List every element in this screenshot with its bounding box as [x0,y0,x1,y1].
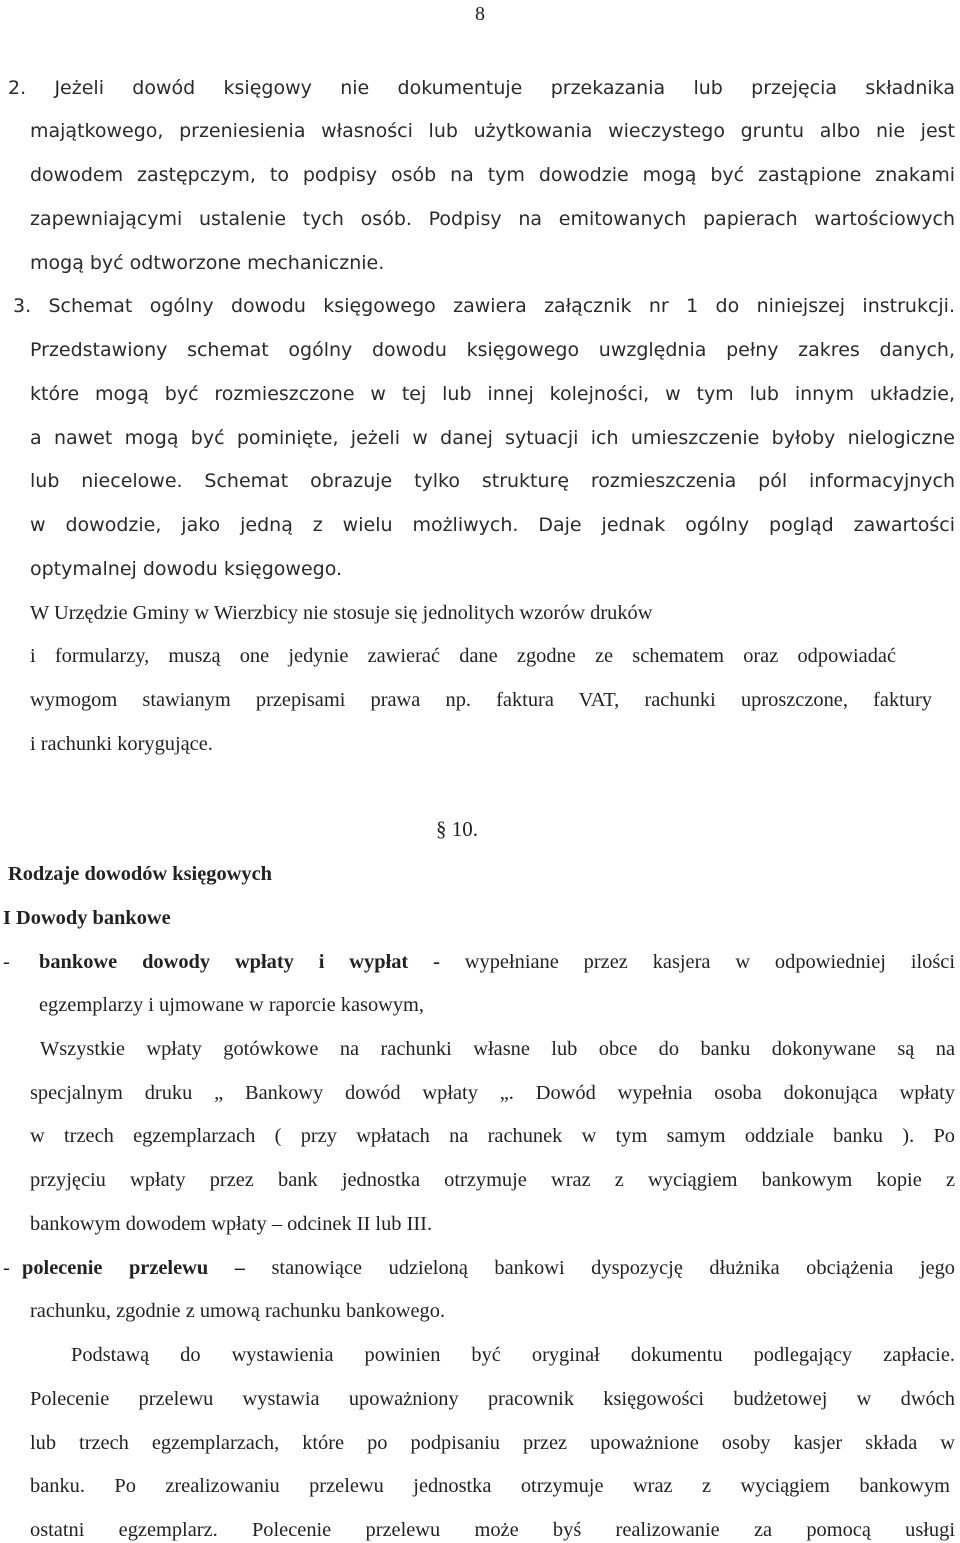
page-number: 8 [475,3,485,25]
text-line: dowodem zastępczym, to podpisy osób na tym dowodzie mogą być zastąpione znakami [30,164,955,186]
text-line: w trzech egzemplarzach ( przy wpłatach na rachunek w tym samym oddziale banku ). Po [30,1125,955,1147]
text-line: Wszystkie wpłaty gotówkowe na rachunki własne lub obce do banku dokonywane są na [40,1038,955,1060]
term: polecenie przelewu – [22,1257,245,1279]
term: bankowe dowody wpłaty i wypłat - [39,951,440,973]
text-line: w dowodzie, jako jedną z wielu możliwych. Daje jednak ogólny pogląd zawartości [30,514,955,536]
text-line: i rachunki korygujące. [30,733,213,755]
text-line: optymalnej dowodu księgowego. [30,558,343,580]
text-line: a nawet mogą być pominięte, jeżeli w danej sytuacji ich umieszczenie byłoby nielogiczne [30,427,955,449]
list-dash: - [3,1257,10,1279]
text-line: banku. Po zrealizowaniu przelewu jednostka otrzymuje wraz z wyciągiem bankowym [30,1475,950,1497]
text-line: bankowym dowodem wpłaty – odcinek II lub III. [30,1213,433,1235]
text-line: rachunku, zgodnie z umową rachunku bankowego. [30,1300,446,1322]
section-heading: Rodzaje dowodów księgowych [8,863,272,885]
text-line: 2. Jeżeli dowód księgowy nie dokumentuje przekazania lub przejęcia składnika [8,77,955,99]
text-line: Polecenie przelewu wystawia upoważniony pracownik księgowości budżetowej w dwóch [30,1388,955,1410]
text-line: Przedstawiony schemat ogólny dowodu księgowego uwzględnia pełny zakres danych, [30,339,955,361]
text-line: Podstawą do wystawienia powinien być oryginał dokumentu podlegający zapłacie. [71,1344,955,1366]
text-line [22,1255,955,1281]
subsection-heading: I Dowody bankowe [3,907,171,929]
text-line: W Urzędzie Gminy w Wierzbicy nie stosuje się jednolitych wzorów druków [30,602,653,624]
text-line: wymogom stawianym przepisami prawa np. faktura VAT, rachunki uproszczone, faktury [30,689,932,711]
text-line: zapewniającymi ustalenie tych osób. Podpisy na emitowanych papierach wartościowych [30,208,955,230]
definition: stanowiące udzieloną bankowi dyspozycję dłużnika obciążenia jego [271,1257,955,1279]
text-line: lub niecelowe. Schemat obrazuje tylko strukturę rozmieszczenia pól informacyjnych [30,470,955,492]
text-line: które mogą być rozmieszczone w tej lub innej kolejności, w tym lub innym układzie, [30,383,955,405]
list-dash: - [3,951,10,973]
text-line: i formularzy, muszą one jedynie zawierać dane zgodne ze schematem oraz odpowiadać [30,645,896,667]
text-line: majątkowego, przeniesienia własności lub użytkowania wieczystego gruntu albo nie jest [30,120,955,142]
text-line: mogą być odtworzone mechanicznie. [30,252,385,274]
definition: wypełniane przez kasjera w odpowiedniej ilości [464,951,955,973]
section-number: § 10. [436,817,478,841]
text-line: egzemplarzy i ujmowane w raporcie kasowym, [39,994,425,1016]
text-line: 3. Schemat ogólny dowodu księgowego zawiera załącznik nr 1 do niniejszej instrukcji. [13,295,955,317]
text-line: lub trzech egzemplarzach, które po podpisaniu przez upoważnione osoby kasjer składa w [30,1432,955,1454]
text-line [39,949,955,975]
text-line: ostatni egzemplarz. Polecenie przelewu może byś realizowanie za pomocą usługi [30,1519,955,1541]
text-line: przyjęciu wpłaty przez bank jednostka otrzymuje wraz z wyciągiem bankowym kopie z [30,1169,955,1191]
text-line: specjalnym druku „ Bankowy dowód wpłaty „. Dowód wypełnia osoba dokonująca wpłaty [30,1082,955,1104]
